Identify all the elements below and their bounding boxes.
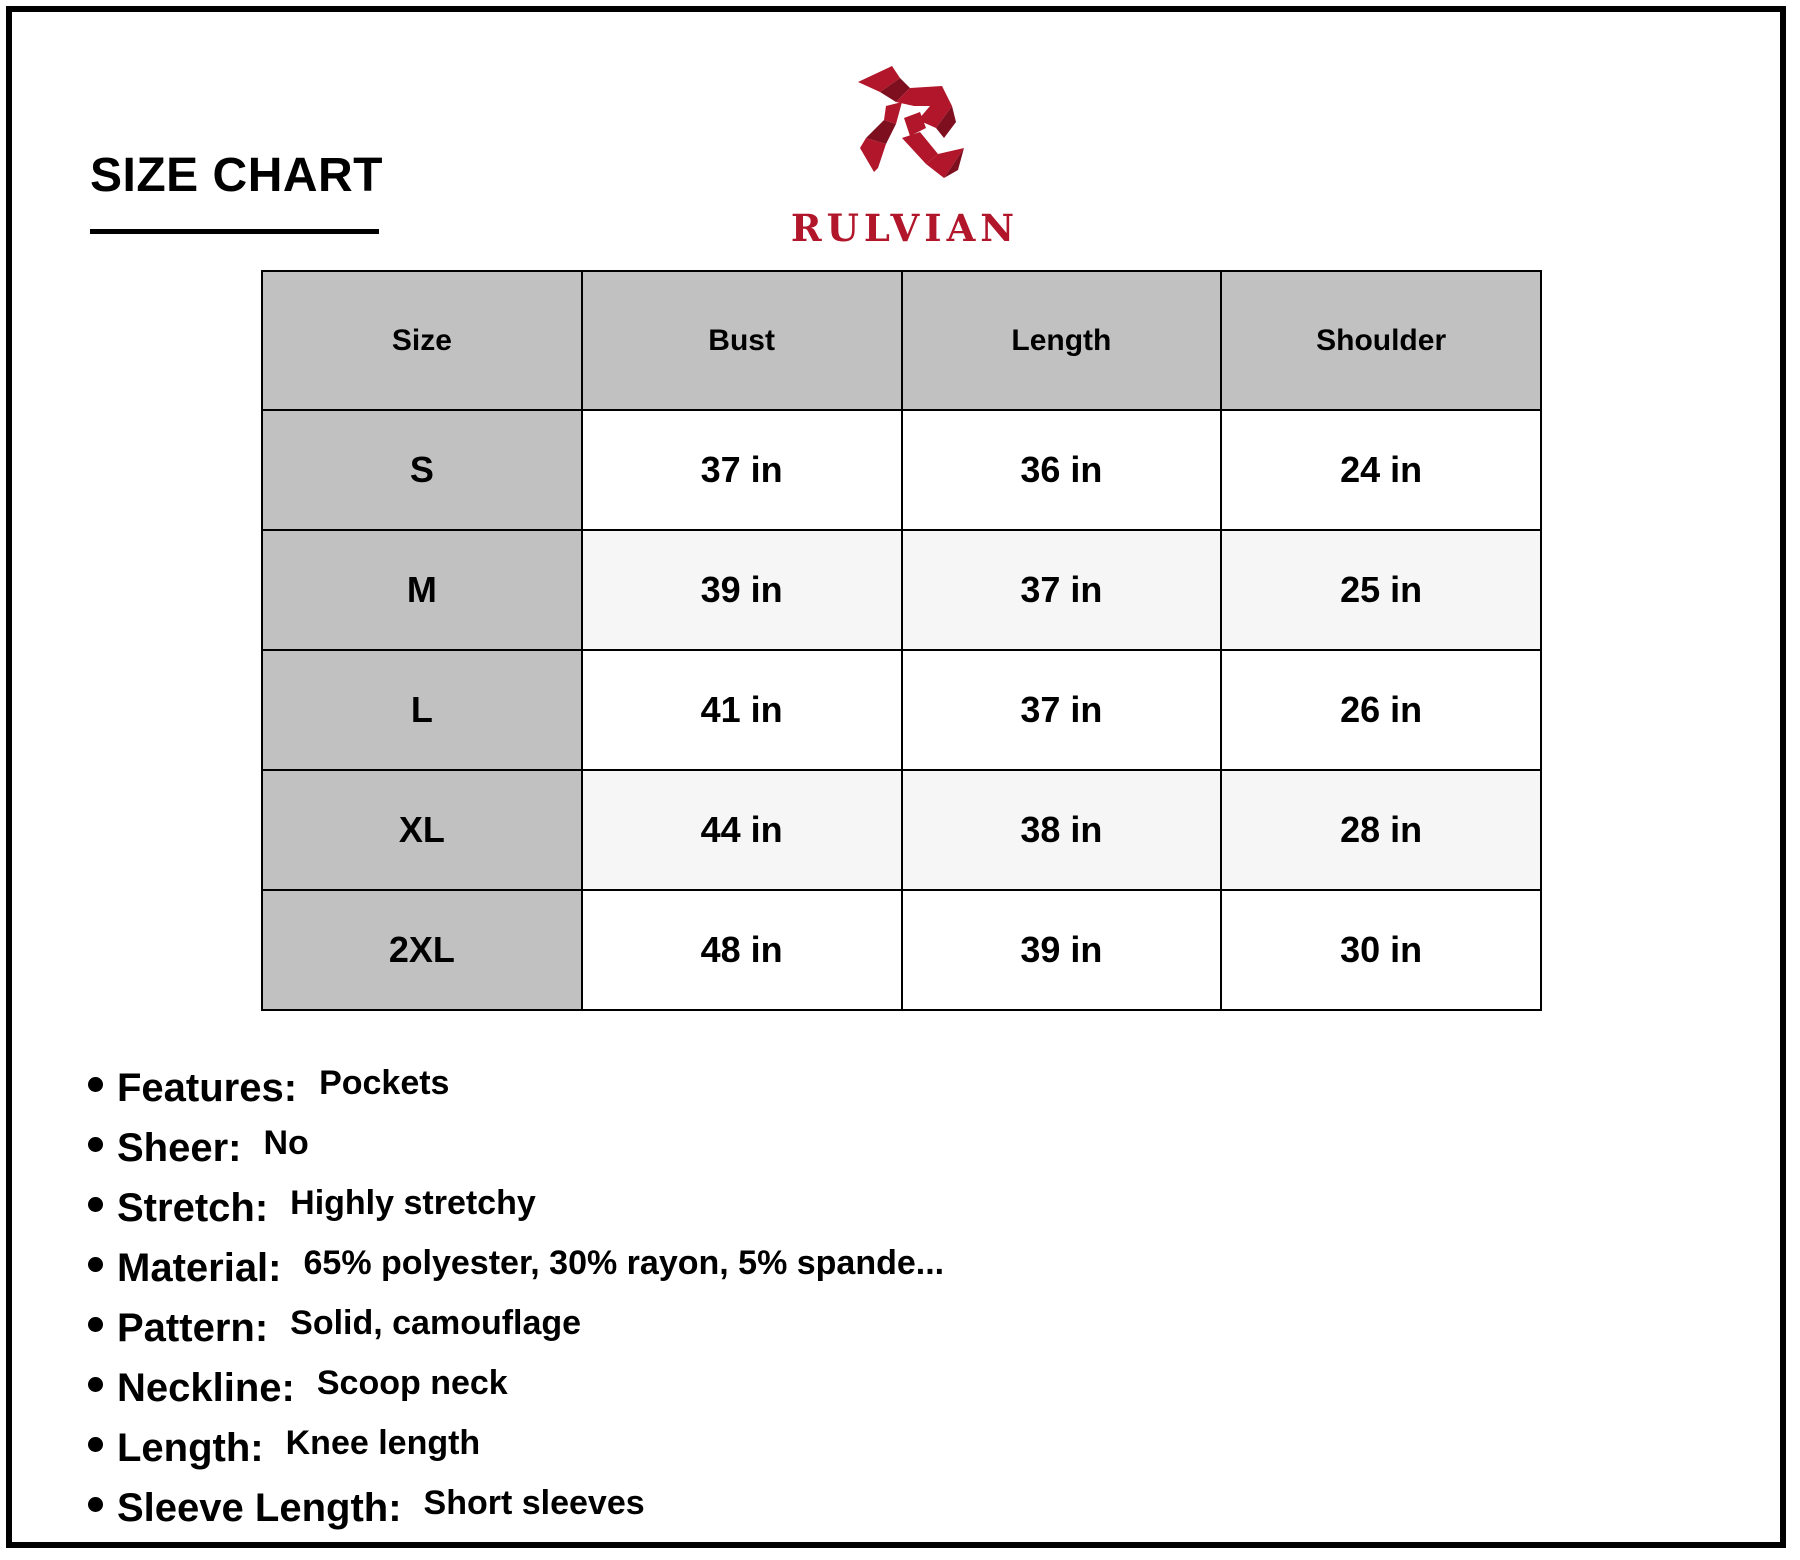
bust-cell: 37 in <box>582 410 902 530</box>
bust-cell: 41 in <box>582 650 902 770</box>
feature-label: Material: <box>117 1245 282 1290</box>
feature-label: Sheer: <box>117 1125 242 1170</box>
size-cell: 2XL <box>262 890 582 1010</box>
feature-item <box>88 1238 944 1298</box>
feature-item <box>88 1178 944 1238</box>
shoulder-cell: 24 in <box>1221 410 1541 530</box>
shoulder-cell: 26 in <box>1221 650 1541 770</box>
feature-item <box>88 1358 944 1418</box>
brand-logo <box>780 62 1030 252</box>
size-cell: S <box>262 410 582 530</box>
length-cell: 39 in <box>902 890 1222 1010</box>
brand-r-mark-icon <box>840 62 965 202</box>
title-underline <box>90 229 379 234</box>
feature-value: Highly stretchy <box>290 1183 536 1222</box>
length-cell: 37 in <box>902 650 1222 770</box>
product-features-list <box>88 1058 944 1538</box>
feature-item <box>88 1418 944 1478</box>
length-cell: 37 in <box>902 530 1222 650</box>
feature-label: Length: <box>117 1425 264 1470</box>
feature-value: Short sleeves <box>423 1483 645 1522</box>
size-cell: L <box>262 650 582 770</box>
feature-label: Features: <box>117 1065 298 1110</box>
bullet-icon <box>88 1077 103 1092</box>
table-row <box>262 650 1541 770</box>
feature-value: 65% polyester, 30% rayon, 5% spande... <box>303 1243 945 1282</box>
table-row <box>262 890 1541 1010</box>
bust-cell: 48 in <box>582 890 902 1010</box>
table-row <box>262 530 1541 650</box>
size-cell: M <box>262 530 582 650</box>
feature-value: No <box>263 1123 309 1162</box>
size-chart-table <box>261 270 1542 1011</box>
bullet-icon <box>88 1197 103 1212</box>
bust-cell: 44 in <box>582 770 902 890</box>
feature-value: Knee length <box>285 1423 481 1462</box>
bullet-icon <box>88 1497 103 1512</box>
bullet-icon <box>88 1137 103 1152</box>
table-header-row <box>262 271 1541 410</box>
bullet-icon <box>88 1437 103 1452</box>
shoulder-cell: 30 in <box>1221 890 1541 1010</box>
column-header-length: Length <box>902 271 1222 410</box>
feature-value: Pockets <box>319 1063 450 1102</box>
table-row <box>262 410 1541 530</box>
length-cell: 36 in <box>902 410 1222 530</box>
table-row <box>262 770 1541 890</box>
bullet-icon <box>88 1317 103 1332</box>
feature-label: Pattern: <box>117 1305 269 1350</box>
feature-value: Scoop neck <box>316 1363 508 1402</box>
feature-label: Sleeve Length: <box>117 1485 402 1530</box>
length-cell: 38 in <box>902 770 1222 890</box>
column-header-bust: Bust <box>582 271 902 410</box>
feature-item <box>88 1478 944 1538</box>
feature-value: Solid, camouflage <box>290 1303 582 1342</box>
feature-label: Stretch: <box>117 1185 269 1230</box>
feature-item <box>88 1118 944 1178</box>
bullet-icon <box>88 1257 103 1272</box>
shoulder-cell: 25 in <box>1221 530 1541 650</box>
column-header-shoulder: Shoulder <box>1221 271 1541 410</box>
page-title: SIZE CHART <box>90 149 383 202</box>
shoulder-cell: 28 in <box>1221 770 1541 890</box>
feature-item <box>88 1058 944 1118</box>
bust-cell: 39 in <box>582 530 902 650</box>
feature-item <box>88 1298 944 1358</box>
size-cell: XL <box>262 770 582 890</box>
brand-wordmark: RULVIAN <box>790 206 1020 250</box>
column-header-size: Size <box>262 271 582 410</box>
feature-label: Neckline: <box>117 1365 295 1410</box>
bullet-icon <box>88 1377 103 1392</box>
